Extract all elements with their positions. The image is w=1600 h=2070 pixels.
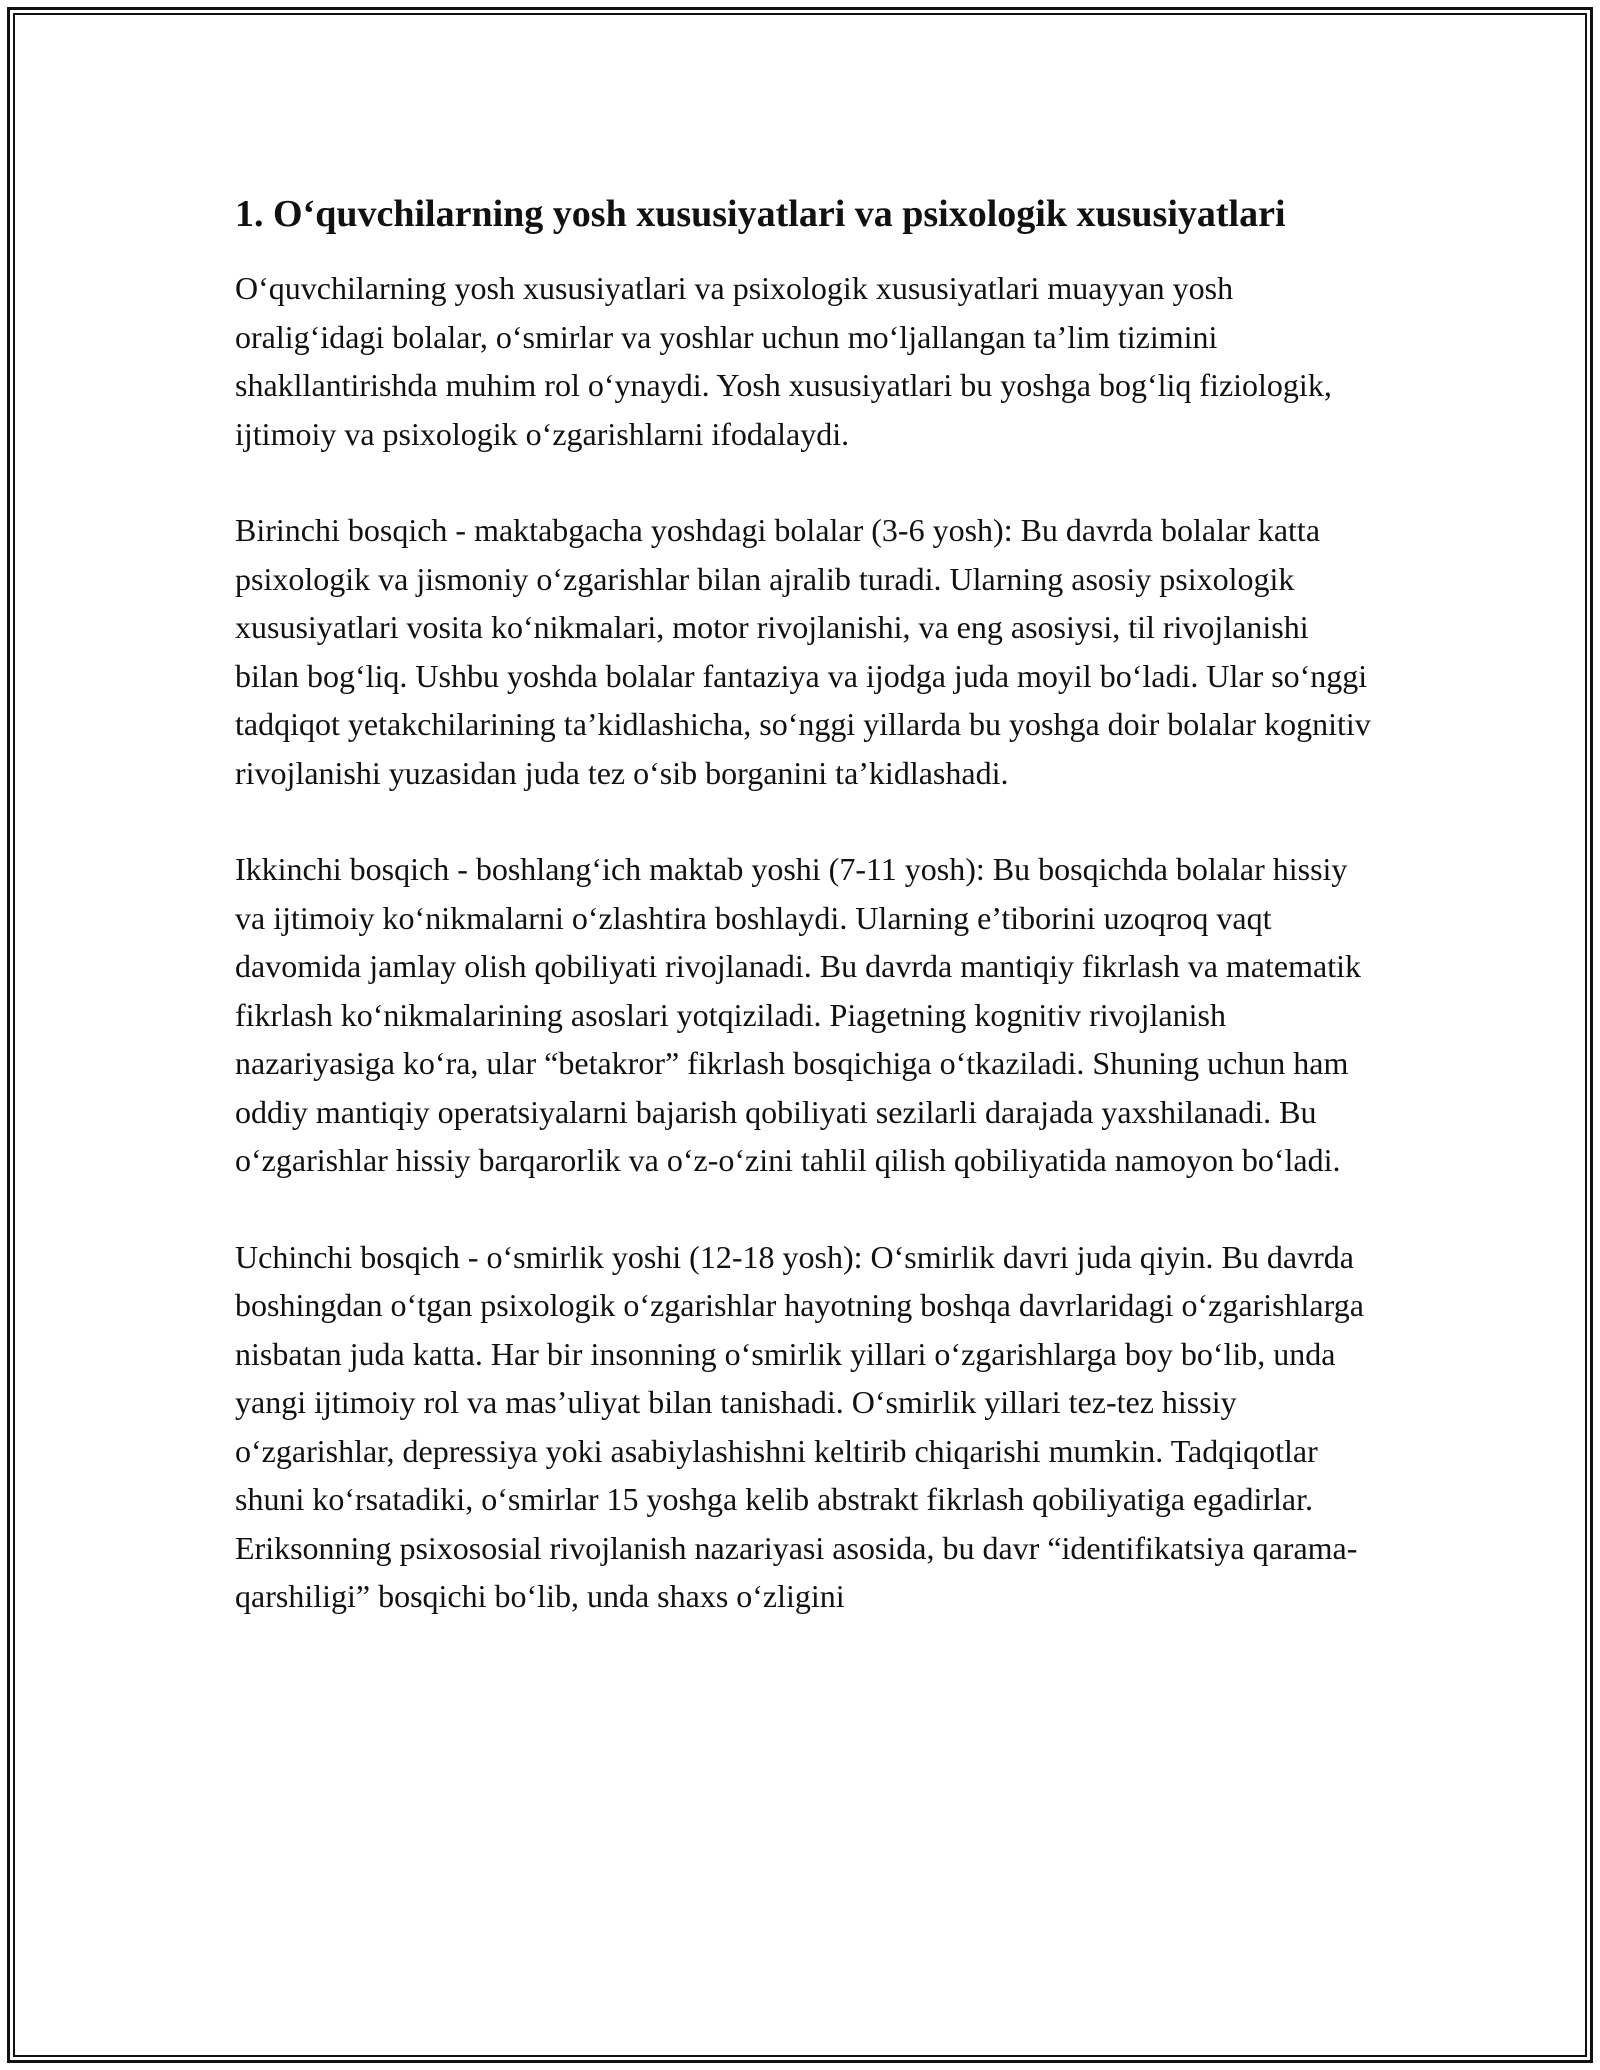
paragraph-stage-2: Ikkinchi bosqich - boshlang‘ich maktab yoshi (7-11 yosh): Bu bosqichda bolalar hissiy va ijtimoiy ko‘nikmalarni o‘zlashtira boshlaydi. Ularning e’tiborini uzoqroq vaqt davomida jamlay olish qobiliyati rivojlanadi. Bu davrda mantiqiy fikrlash va matematik fikrlash ko‘nikmalarining asoslari yotqiziladi. Piagetning kognitiv rivojlanish nazariyasiga ko‘ra, ular “betakror” fikrlash bosqichiga o‘tkaziladi. Shuning uchun ham oddiy mantiqiy operatsiyalarni bajarish qobiliyati sezilarli darajada yaxshilanadi. Bu o‘zgarishlar hissiy barqarorlik va o‘z-o‘zini tahlil qilish qobiliyatida namoyon bo‘ladi. — [235, 851, 1361, 1178]
paragraph-stage-1: Birinchi bosqich - maktabgacha yoshdagi bolalar (3-6 yosh): Bu davrda bolalar katta psixologik va jismoniy o‘zgarishlar bilan ajralib turadi. Ularning asosiy psixologik xususiyatlari vosita ko‘nikmalari, motor rivojlanishi, va eng asosiysi, til rivojlanishi bilan bog‘liq. Ushbu yoshda bolalar fantaziya va ijodga juda moyil bo‘ladi. Ular so‘nggi tadqiqot yetakchilarining ta’kidlashicha, so‘nggi yillarda bu yoshga doir bolalar kognitiv rivojlanishi yuzasidan juda tez o‘sib borganini ta’kidlashadi. — [235, 512, 1371, 791]
document-body — [235, 186, 1375, 1621]
paragraph-intro: O‘quvchilarning yosh xususiyatlari va psixologik xususiyatlari muayyan yosh oralig‘idagi bolalar, o‘smirlar va yoshlar uchun mo‘ljallangan ta’lim tizimini shakllantirishda muhim rol o‘ynaydi. Yosh xususiyatlari bu yoshga bog‘liq fiziologik, ijtimoiy va psixologik o‘zgarishlarni ifodalaydi. — [235, 270, 1332, 452]
paragraph-stage-3: Uchinchi bosqich - o‘smirlik yoshi (12-18 yosh): O‘smirlik davri juda qiyin. Bu davrda boshingdan o‘tgan psixologik o‘zgarishlar hayotning boshqa davrlaridagi o‘zgarishlarga nisbatan juda katta. Har bir insonning o‘smirlik yillari o‘zgarishlarga boy bo‘lib, unda yangi ijtimoiy rol va mas’uliyat bilan tanishadi. O‘smirlik yillari tez-tez hissiy o‘zgarishlar, depressiya yoki asabiylashishni keltirib chiqarishi mumkin. Tadqiqotlar shuni ko‘rsatadiki, o‘smirlar 15 yoshga kelib abstrakt fikrlash qobiliyatiga egadirlar. Eriksonning psixososial rivojlanish nazariyasi asosida, bu davr “identifikatsiya qarama-qarshiligi” bosqichi bo‘lib, unda shaxs o‘zligini — [235, 1238, 1364, 1614]
section-heading: 1. O‘quvchilarning yosh xususiyatlari va psixologik xususiyatlari — [235, 193, 1286, 235]
